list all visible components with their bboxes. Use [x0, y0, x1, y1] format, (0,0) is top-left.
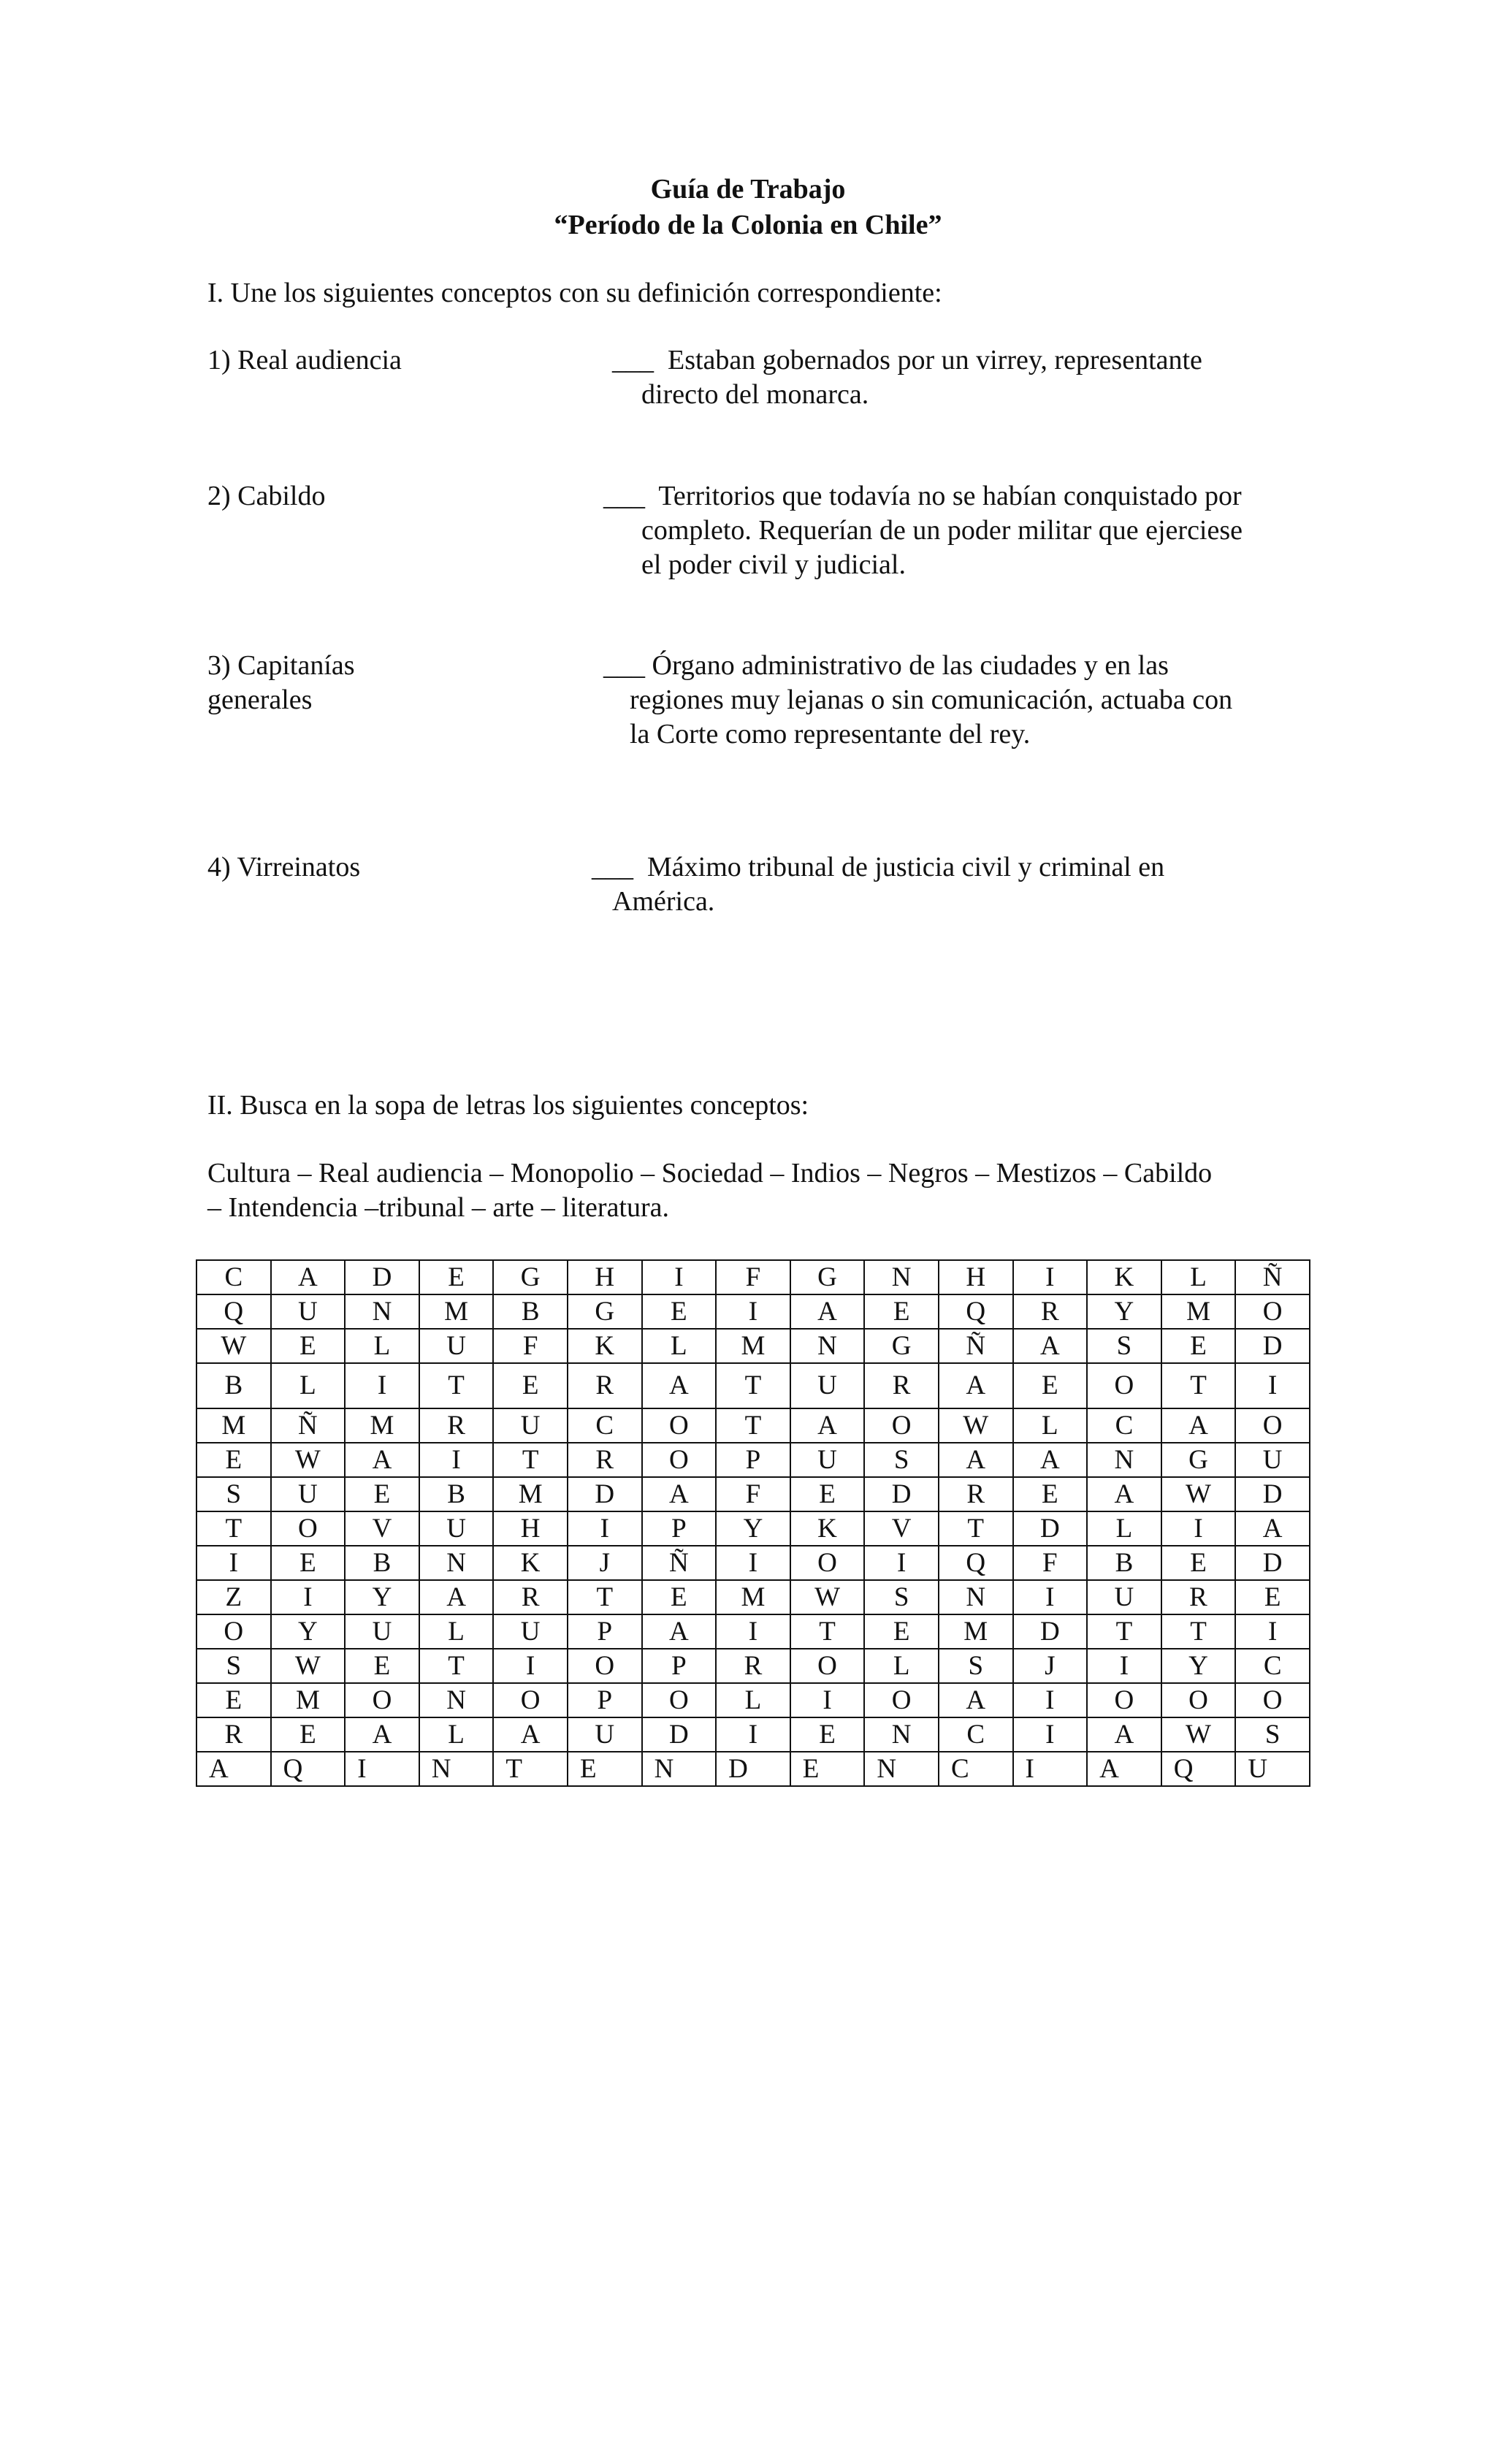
grid-cell[interactable]: Z	[196, 1580, 271, 1614]
grid-row	[196, 1408, 1310, 1443]
grid-cell[interactable]: O	[1087, 1363, 1161, 1408]
grid-cell[interactable]: I	[716, 1546, 790, 1580]
grid-cell[interactable]: T	[568, 1580, 642, 1614]
grid-cell[interactable]: I	[1013, 1683, 1088, 1717]
grid-cell[interactable]: O	[1087, 1683, 1161, 1717]
concept-3-cont: generales	[207, 684, 313, 715]
grid-cell[interactable]: U	[790, 1443, 865, 1477]
section2-instruction: II. Busca en la sopa de letras los siguientes conceptos:	[207, 1090, 809, 1121]
grid-cell[interactable]: Q	[939, 1546, 1013, 1580]
grid-cell[interactable]: I	[493, 1649, 568, 1683]
grid-cell[interactable]: L	[419, 1614, 494, 1649]
definition-2-line-1: Territorios que todavía no se habían conquistado por	[658, 481, 1242, 511]
grid-cell[interactable]: Y	[345, 1580, 419, 1614]
grid-cell[interactable]: O	[864, 1683, 939, 1717]
grid-cell[interactable]: M	[196, 1408, 271, 1443]
grid-cell[interactable]: E	[642, 1580, 717, 1614]
grid-cell[interactable]: W	[271, 1649, 346, 1683]
grid-cell[interactable]: Ñ	[271, 1408, 346, 1443]
grid-cell[interactable]: I	[196, 1546, 271, 1580]
grid-cell[interactable]: A	[642, 1477, 717, 1511]
grid-cell[interactable]: R	[864, 1363, 939, 1408]
grid-cell[interactable]: M	[716, 1329, 790, 1363]
grid-cell[interactable]: U	[271, 1294, 346, 1329]
grid-cell[interactable]: Y	[716, 1511, 790, 1546]
grid-cell[interactable]: G	[1161, 1443, 1236, 1477]
grid-cell[interactable]: T	[939, 1511, 1013, 1546]
grid-cell[interactable]: W	[939, 1408, 1013, 1443]
grid-cell[interactable]: Y	[271, 1614, 346, 1649]
grid-cell[interactable]: L	[716, 1683, 790, 1717]
grid-cell[interactable]: N	[419, 1546, 494, 1580]
grid-cell[interactable]: O	[345, 1683, 419, 1717]
grid-row	[196, 1683, 1310, 1717]
grid-cell[interactable]: M	[493, 1477, 568, 1511]
grid-row	[196, 1477, 1310, 1511]
definition-1-line-1: Estaban gobernados por un virrey, representante	[668, 345, 1202, 375]
grid-row	[196, 1580, 1310, 1614]
grid-cell[interactable]: D	[1235, 1329, 1310, 1363]
grid-cell[interactable]: N	[419, 1683, 494, 1717]
grid-cell[interactable]: F	[716, 1260, 790, 1294]
grid-cell[interactable]: E	[271, 1546, 346, 1580]
grid-cell[interactable]: O	[864, 1408, 939, 1443]
grid-cell[interactable]: L	[864, 1649, 939, 1683]
grid-cell[interactable]: N	[642, 1752, 717, 1786]
grid-cell[interactable]: U	[493, 1408, 568, 1443]
concept-3: 3) Capitanías	[207, 650, 355, 681]
grid-cell[interactable]: E	[196, 1683, 271, 1717]
grid-cell[interactable]: C	[196, 1260, 271, 1294]
grid-cell[interactable]: I	[419, 1443, 494, 1477]
page-subtitle: “Período de la Colonia en Chile”	[554, 210, 942, 240]
grid-cell[interactable]: U	[345, 1614, 419, 1649]
grid-cell[interactable]: D	[1235, 1546, 1310, 1580]
grid-cell[interactable]: A	[1087, 1717, 1161, 1752]
grid-cell[interactable]: G	[568, 1294, 642, 1329]
grid-row	[196, 1443, 1310, 1477]
grid-cell[interactable]: I	[568, 1511, 642, 1546]
grid-cell[interactable]: A	[419, 1580, 494, 1614]
grid-cell[interactable]: A	[1013, 1329, 1088, 1363]
definition-2	[603, 479, 1319, 582]
grid-cell[interactable]: O	[1235, 1294, 1310, 1329]
grid-cell[interactable]: A	[345, 1717, 419, 1752]
grid-cell[interactable]: P	[568, 1683, 642, 1717]
grid-cell[interactable]: O	[1235, 1683, 1310, 1717]
grid-cell[interactable]: Y	[1161, 1649, 1236, 1683]
definition-3-line-2: regiones muy lejanas o sin comunicación, actuaba con	[630, 684, 1233, 715]
definition-3-line-3: la Corte como representante del rey.	[630, 719, 1031, 750]
grid-cell[interactable]: M	[419, 1294, 494, 1329]
grid-cell[interactable]: E	[1161, 1546, 1236, 1580]
grid-cell[interactable]: Ñ	[939, 1329, 1013, 1363]
grid-cell[interactable]: P	[642, 1511, 717, 1546]
grid-row	[196, 1717, 1310, 1752]
grid-row	[196, 1614, 1310, 1649]
grid-cell[interactable]: A	[939, 1443, 1013, 1477]
grid-cell[interactable]: E	[642, 1294, 717, 1329]
answer-blank-2[interactable]: ___	[603, 481, 645, 511]
section1-instruction: I. Une los siguientes conceptos con su definición correspondiente:	[207, 278, 942, 308]
grid-cell[interactable]: T	[419, 1363, 494, 1408]
grid-cell[interactable]: R	[1013, 1294, 1088, 1329]
grid-cell[interactable]: I	[1161, 1511, 1236, 1546]
grid-cell[interactable]: A	[196, 1752, 271, 1786]
grid-cell[interactable]: U	[1235, 1443, 1310, 1477]
grid-cell[interactable]: R	[568, 1363, 642, 1408]
grid-cell[interactable]: I	[1013, 1717, 1088, 1752]
grid-cell[interactable]: A	[1087, 1752, 1161, 1786]
grid-cell[interactable]: A	[1161, 1408, 1236, 1443]
grid-row	[196, 1546, 1310, 1580]
grid-cell[interactable]: R	[1161, 1580, 1236, 1614]
grid-cell[interactable]: I	[1013, 1580, 1088, 1614]
grid-cell[interactable]: L	[271, 1363, 346, 1408]
grid-cell[interactable]: R	[196, 1717, 271, 1752]
grid-cell[interactable]: F	[493, 1329, 568, 1363]
grid-cell[interactable]: W	[196, 1329, 271, 1363]
grid-cell[interactable]: E	[271, 1329, 346, 1363]
grid-cell[interactable]: M	[1161, 1294, 1236, 1329]
grid-cell[interactable]: O	[642, 1443, 717, 1477]
grid-cell[interactable]: R	[493, 1580, 568, 1614]
answer-blank-3[interactable]: ___	[603, 650, 645, 681]
grid-row	[196, 1649, 1310, 1683]
grid-cell[interactable]: N	[864, 1260, 939, 1294]
grid-cell[interactable]: A	[790, 1408, 865, 1443]
grid-cell[interactable]: K	[1087, 1260, 1161, 1294]
grid-cell[interactable]: U	[790, 1363, 865, 1408]
grid-cell[interactable]: R	[568, 1443, 642, 1477]
grid-cell[interactable]: O	[493, 1683, 568, 1717]
grid-cell[interactable]: N	[345, 1294, 419, 1329]
grid-cell[interactable]: A	[642, 1363, 717, 1408]
grid-cell[interactable]: L	[1161, 1260, 1236, 1294]
grid-cell[interactable]: L	[1013, 1408, 1088, 1443]
grid-cell[interactable]: I	[345, 1363, 419, 1408]
grid-cell[interactable]: I	[790, 1683, 865, 1717]
grid-cell[interactable]: T	[1161, 1614, 1236, 1649]
grid-cell[interactable]: V	[345, 1511, 419, 1546]
grid-cell[interactable]: O	[1161, 1683, 1236, 1717]
grid-cell[interactable]: C	[568, 1408, 642, 1443]
grid-cell[interactable]: G	[493, 1260, 568, 1294]
word-list-line-1: Cultura – Real audiencia – Monopolio – Sociedad – Indios – Negros – Mestizos – Cabildo	[207, 1158, 1213, 1189]
grid-cell[interactable]: O	[196, 1614, 271, 1649]
grid-cell[interactable]: F	[1013, 1546, 1088, 1580]
grid-cell[interactable]: I	[1235, 1614, 1310, 1649]
grid-cell[interactable]: U	[271, 1477, 346, 1511]
grid-cell[interactable]: Y	[1087, 1294, 1161, 1329]
grid-cell[interactable]: M	[345, 1408, 419, 1443]
grid-cell[interactable]: O	[790, 1649, 865, 1683]
grid-cell[interactable]: T	[716, 1363, 790, 1408]
word-list-line-2: – Intendencia –tribunal – arte – literatura.	[207, 1192, 670, 1223]
grid-cell[interactable]: F	[716, 1477, 790, 1511]
concept-2: 2) Cabildo	[207, 481, 326, 511]
grid-row	[196, 1752, 1310, 1786]
grid-cell[interactable]: E	[864, 1614, 939, 1649]
grid-cell[interactable]: U	[493, 1614, 568, 1649]
grid-cell[interactable]: N	[790, 1329, 865, 1363]
definition-3	[603, 649, 1319, 752]
grid-cell[interactable]: I	[716, 1717, 790, 1752]
grid-cell[interactable]: A	[345, 1443, 419, 1477]
grid-cell[interactable]: M	[716, 1580, 790, 1614]
grid-cell[interactable]: L	[345, 1329, 419, 1363]
grid-cell[interactable]: D	[716, 1752, 790, 1786]
definition-4-line-1: Máximo tribunal de justicia civil y criminal en	[647, 852, 1165, 882]
grid-cell[interactable]: I	[345, 1752, 419, 1786]
grid-cell[interactable]: E	[1161, 1329, 1236, 1363]
grid-cell[interactable]: C	[939, 1752, 1013, 1786]
grid-cell[interactable]: H	[568, 1260, 642, 1294]
definition-3-line-1: Órgano administrativo de las ciudades y en las	[652, 650, 1169, 681]
grid-cell[interactable]: A	[271, 1260, 346, 1294]
grid-cell[interactable]: U	[419, 1329, 494, 1363]
grid-row	[196, 1260, 1310, 1294]
grid-cell[interactable]: I	[716, 1294, 790, 1329]
grid-cell[interactable]: S	[1235, 1717, 1310, 1752]
grid-cell[interactable]: T	[1087, 1614, 1161, 1649]
grid-cell[interactable]: K	[493, 1546, 568, 1580]
word-search-grid	[196, 1259, 1310, 1787]
grid-cell[interactable]: E	[790, 1752, 865, 1786]
grid-cell[interactable]: P	[568, 1614, 642, 1649]
grid-cell[interactable]: E	[790, 1717, 865, 1752]
grid-cell[interactable]: A	[1087, 1477, 1161, 1511]
grid-cell[interactable]: M	[939, 1614, 1013, 1649]
grid-cell[interactable]: E	[1013, 1363, 1088, 1408]
grid-row	[196, 1329, 1310, 1363]
grid-cell[interactable]: R	[939, 1477, 1013, 1511]
grid-cell[interactable]: P	[642, 1649, 717, 1683]
grid-row	[196, 1363, 1310, 1408]
grid-cell[interactable]: L	[419, 1717, 494, 1752]
grid-cell[interactable]: A	[790, 1294, 865, 1329]
grid-cell[interactable]: B	[345, 1546, 419, 1580]
grid-cell[interactable]: I	[864, 1546, 939, 1580]
grid-cell[interactable]: E	[419, 1260, 494, 1294]
grid-cell[interactable]: E	[493, 1363, 568, 1408]
grid-cell[interactable]: J	[1013, 1649, 1088, 1683]
grid-cell[interactable]: D	[864, 1477, 939, 1511]
grid-cell[interactable]: E	[196, 1443, 271, 1477]
grid-cell[interactable]: O	[642, 1408, 717, 1443]
grid-cell[interactable]: Ñ	[1235, 1260, 1310, 1294]
grid-cell[interactable]: T	[196, 1511, 271, 1546]
grid-cell[interactable]: U	[419, 1511, 494, 1546]
grid-cell[interactable]: P	[716, 1443, 790, 1477]
grid-cell[interactable]: E	[790, 1477, 865, 1511]
grid-cell[interactable]: O	[1235, 1408, 1310, 1443]
grid-cell[interactable]: K	[568, 1329, 642, 1363]
grid-cell[interactable]: N	[939, 1580, 1013, 1614]
page-title: Guía de Trabajo	[650, 174, 846, 205]
grid-cell[interactable]: D	[568, 1477, 642, 1511]
grid-cell[interactable]: A	[493, 1717, 568, 1752]
grid-cell[interactable]: W	[790, 1580, 865, 1614]
grid-cell[interactable]: Q	[271, 1752, 346, 1786]
grid-cell[interactable]: S	[196, 1477, 271, 1511]
grid-cell[interactable]: W	[1161, 1717, 1236, 1752]
grid-cell[interactable]: I	[271, 1580, 346, 1614]
grid-cell[interactable]: O	[790, 1546, 865, 1580]
grid-cell[interactable]: T	[1161, 1363, 1236, 1408]
grid-cell[interactable]: M	[271, 1683, 346, 1717]
grid-cell[interactable]: H	[939, 1260, 1013, 1294]
grid-cell[interactable]: T	[493, 1443, 568, 1477]
grid-cell[interactable]: T	[493, 1752, 568, 1786]
definition-1-line-2: directo del monarca.	[641, 379, 869, 410]
grid-cell[interactable]: Q	[939, 1294, 1013, 1329]
grid-cell[interactable]: D	[642, 1717, 717, 1752]
grid-cell[interactable]: Q	[196, 1294, 271, 1329]
grid-cell[interactable]: V	[864, 1511, 939, 1546]
grid-cell[interactable]: O	[271, 1511, 346, 1546]
grid-cell[interactable]: H	[493, 1511, 568, 1546]
grid-cell[interactable]: C	[1235, 1649, 1310, 1683]
grid-row	[196, 1511, 1310, 1546]
grid-cell[interactable]: S	[196, 1649, 271, 1683]
grid-cell[interactable]: J	[568, 1546, 642, 1580]
grid-cell[interactable]: I	[1087, 1649, 1161, 1683]
grid-row	[196, 1294, 1310, 1329]
grid-cell[interactable]: B	[196, 1363, 271, 1408]
grid-cell[interactable]: I	[642, 1260, 717, 1294]
grid-cell[interactable]: E	[345, 1477, 419, 1511]
grid-cell[interactable]: I	[1013, 1752, 1088, 1786]
grid-cell[interactable]: W	[271, 1443, 346, 1477]
grid-cell[interactable]: B	[1087, 1546, 1161, 1580]
definition-2-line-2: completo. Requerían de un poder militar que ejerciese	[641, 515, 1243, 546]
definition-2-line-3: el poder civil y judicial.	[641, 549, 906, 580]
grid-cell[interactable]: D	[345, 1260, 419, 1294]
grid-cell[interactable]: S	[939, 1649, 1013, 1683]
grid-cell[interactable]: A	[642, 1614, 717, 1649]
definition-4	[592, 850, 1308, 919]
answer-blank-1[interactable]: ___	[612, 345, 654, 375]
grid-cell[interactable]: D	[1235, 1477, 1310, 1511]
grid-cell[interactable]: Q	[1161, 1752, 1236, 1786]
grid-cell[interactable]: I	[1013, 1260, 1088, 1294]
concept-1: 1) Real audiencia	[207, 345, 402, 375]
grid-cell[interactable]: E	[1235, 1580, 1310, 1614]
grid-cell[interactable]: G	[864, 1329, 939, 1363]
grid-cell[interactable]: T	[716, 1408, 790, 1443]
grid-cell[interactable]: A	[939, 1683, 1013, 1717]
grid-cell[interactable]: E	[271, 1717, 346, 1752]
grid-cell[interactable]: T	[419, 1649, 494, 1683]
definition-4-line-2: América.	[612, 886, 715, 917]
grid-cell[interactable]: O	[568, 1649, 642, 1683]
grid-cell[interactable]: L	[1087, 1511, 1161, 1546]
definition-1	[612, 343, 1313, 412]
grid-cell[interactable]: R	[716, 1649, 790, 1683]
grid-cell[interactable]: D	[1013, 1511, 1088, 1546]
grid-cell[interactable]: N	[864, 1752, 939, 1786]
grid-cell[interactable]: A	[939, 1363, 1013, 1408]
grid-cell[interactable]: U	[1235, 1752, 1310, 1786]
grid-cell[interactable]: B	[493, 1294, 568, 1329]
grid-cell[interactable]: S	[1087, 1329, 1161, 1363]
grid-cell[interactable]: I	[1235, 1363, 1310, 1408]
grid-cell[interactable]: D	[1013, 1614, 1088, 1649]
grid-cell[interactable]: R	[419, 1408, 494, 1443]
grid-cell[interactable]: I	[716, 1614, 790, 1649]
grid-cell[interactable]: C	[939, 1717, 1013, 1752]
grid-cell[interactable]: A	[1013, 1443, 1088, 1477]
grid-cell[interactable]: Ñ	[642, 1546, 717, 1580]
grid-cell[interactable]: O	[642, 1683, 717, 1717]
grid-cell[interactable]: T	[790, 1614, 865, 1649]
grid-cell[interactable]: E	[345, 1649, 419, 1683]
grid-cell[interactable]: L	[642, 1329, 717, 1363]
grid-cell[interactable]: S	[864, 1580, 939, 1614]
grid-cell[interactable]: N	[1087, 1443, 1161, 1477]
grid-cell[interactable]: E	[1013, 1477, 1088, 1511]
grid-cell[interactable]: B	[419, 1477, 494, 1511]
answer-blank-4[interactable]: ___	[592, 852, 633, 882]
grid-cell[interactable]: S	[864, 1443, 939, 1477]
grid-cell[interactable]: K	[790, 1511, 865, 1546]
grid-cell[interactable]: A	[1235, 1511, 1310, 1546]
grid-cell[interactable]: W	[1161, 1477, 1236, 1511]
grid-cell[interactable]: N	[419, 1752, 494, 1786]
grid-cell[interactable]: U	[1087, 1580, 1161, 1614]
grid-cell[interactable]: N	[864, 1717, 939, 1752]
grid-cell[interactable]: C	[1087, 1408, 1161, 1443]
grid-cell[interactable]: G	[790, 1260, 865, 1294]
grid-cell[interactable]: E	[864, 1294, 939, 1329]
grid-cell[interactable]: E	[568, 1752, 642, 1786]
concept-4: 4) Virreinatos	[207, 852, 361, 882]
grid-cell[interactable]: U	[568, 1717, 642, 1752]
